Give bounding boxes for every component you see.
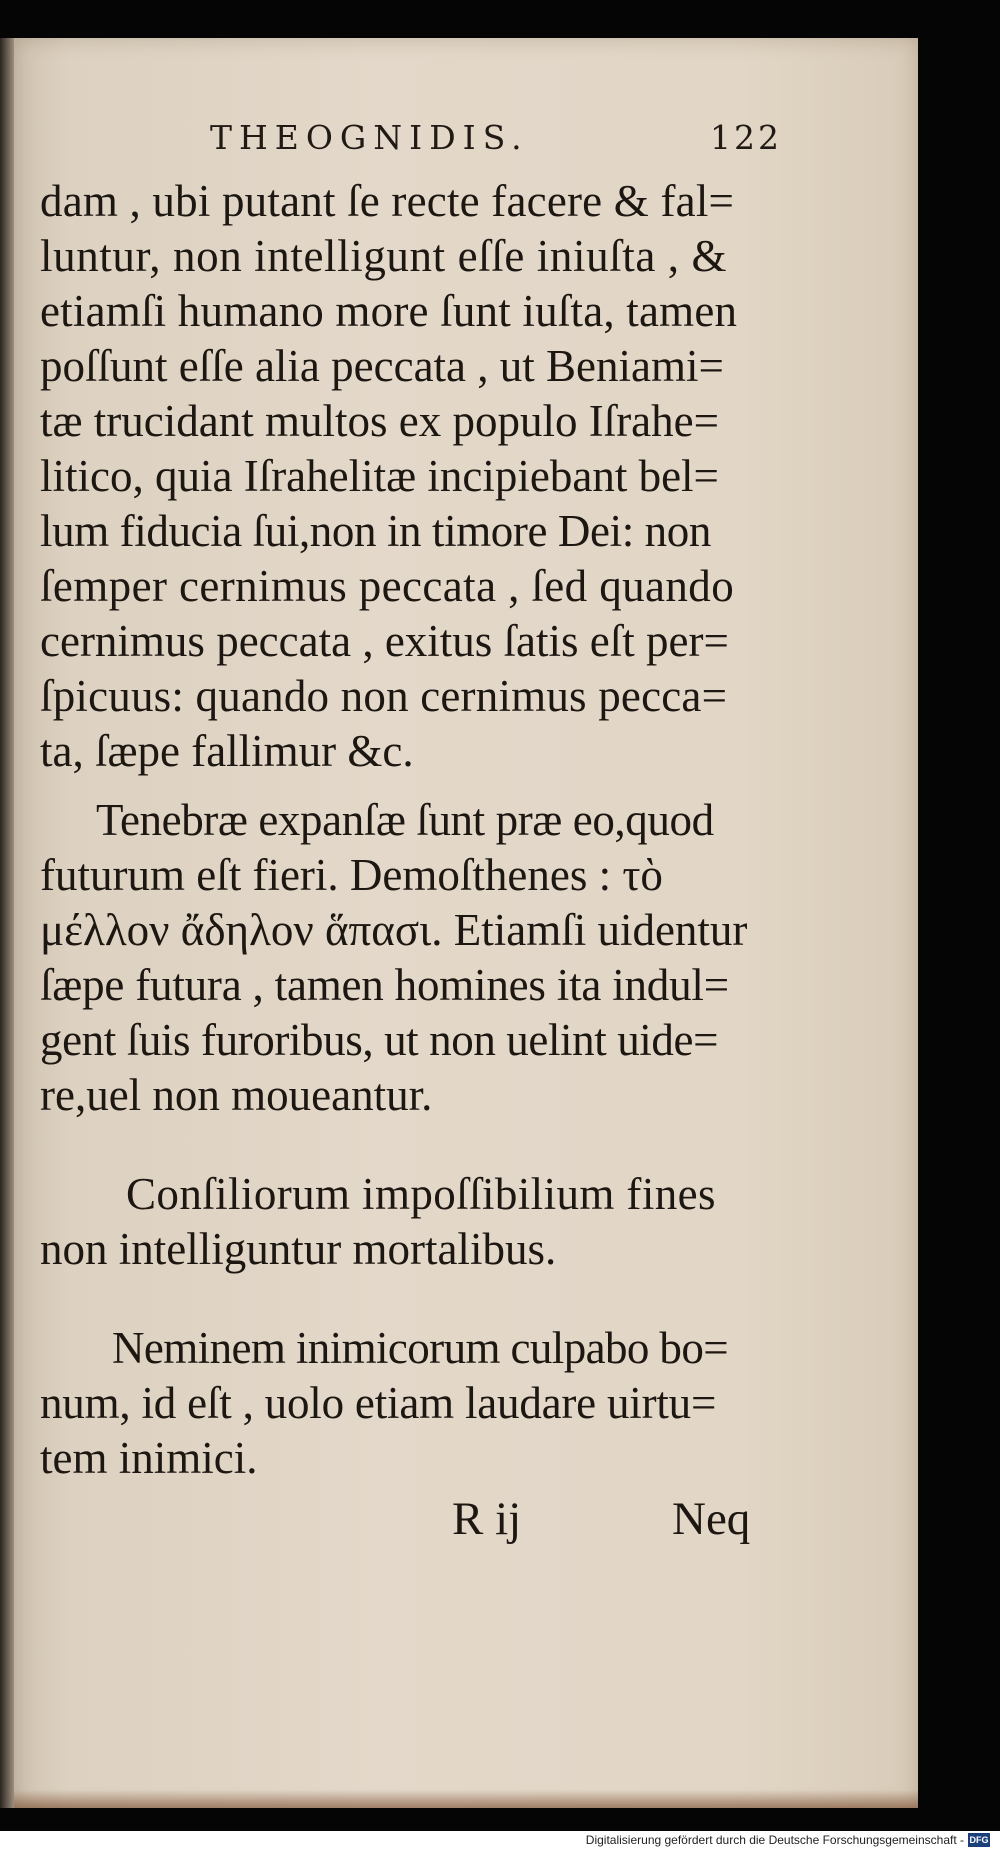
paragraph-3 xyxy=(40,1167,780,1277)
text-line: ſpicuus: quando non cernimus pecca= xyxy=(40,671,728,721)
text-line: num, id eſt , uolo etiam laudare uirtu= xyxy=(40,1378,717,1428)
text-line: gent ſuis furoribus, ut non uelint uide= xyxy=(40,1015,719,1065)
body-text xyxy=(40,174,780,1486)
text-line: dam , ubi putant ſe recte facere & fal= xyxy=(40,176,735,226)
dfg-logo: DFG xyxy=(969,1835,989,1845)
text-line: Neminem inimicorum culpabo bo= xyxy=(112,1323,728,1373)
paragraph-2 xyxy=(40,793,780,1123)
text-line: poſſunt eſſe alia peccata , ut Beniami= xyxy=(40,341,724,391)
paragraph-1 xyxy=(40,174,780,779)
text-line: ſemper cernimus peccata , ſed quando xyxy=(40,561,735,611)
text-line: non intelliguntur mortalibus. xyxy=(40,1224,557,1274)
catchword: Neq xyxy=(672,1493,751,1545)
text-line: tæ trucidant multos ex populo Iſrahe= xyxy=(40,396,719,446)
text-line: tem inimici. xyxy=(40,1433,258,1483)
text-line: ſæpe futura , tamen homines ita indul= xyxy=(40,960,729,1010)
text-line: Conſiliorum impoſſibilium fines xyxy=(126,1169,716,1219)
text-line: Tenebræ expanſæ ſunt præ eo,quod xyxy=(96,795,714,845)
text-line: lum fiducia ſui,non in timore Dei: non xyxy=(40,506,711,556)
text-line: etiamſi humano more ſunt iuſta, tamen xyxy=(40,286,738,336)
running-head: THEOGNIDIS. xyxy=(210,118,529,157)
text-line: litico, quia Iſrahelitæ incipiebant bel= xyxy=(40,451,719,501)
paragraph-4 xyxy=(40,1321,780,1486)
text-line: futurum eſt fieri. Demoſthenes : τὸ xyxy=(40,850,663,900)
page-number: 122 xyxy=(710,118,782,157)
book-gutter-edge xyxy=(0,38,14,1808)
text-line: re,uel non moueantur. xyxy=(40,1070,433,1120)
footer-credit: Digitalisierung gefördert durch die Deutsche Forschungsgemeinschaft - xyxy=(585,1833,964,1847)
text-line: cernimus peccata , exitus ſatis eſt per= xyxy=(40,616,729,666)
text-line: μέλλον ἄδηλον ἅπασι. Etiamſi uidentur xyxy=(40,905,748,955)
text-line: luntur, non intelligunt eſſe iniuſta , & xyxy=(40,231,728,281)
text-line: ta, ſæpe fallimur &c. xyxy=(40,726,414,776)
page-bottom-edge xyxy=(14,1790,918,1808)
signature-mark: R ij xyxy=(452,1493,522,1545)
